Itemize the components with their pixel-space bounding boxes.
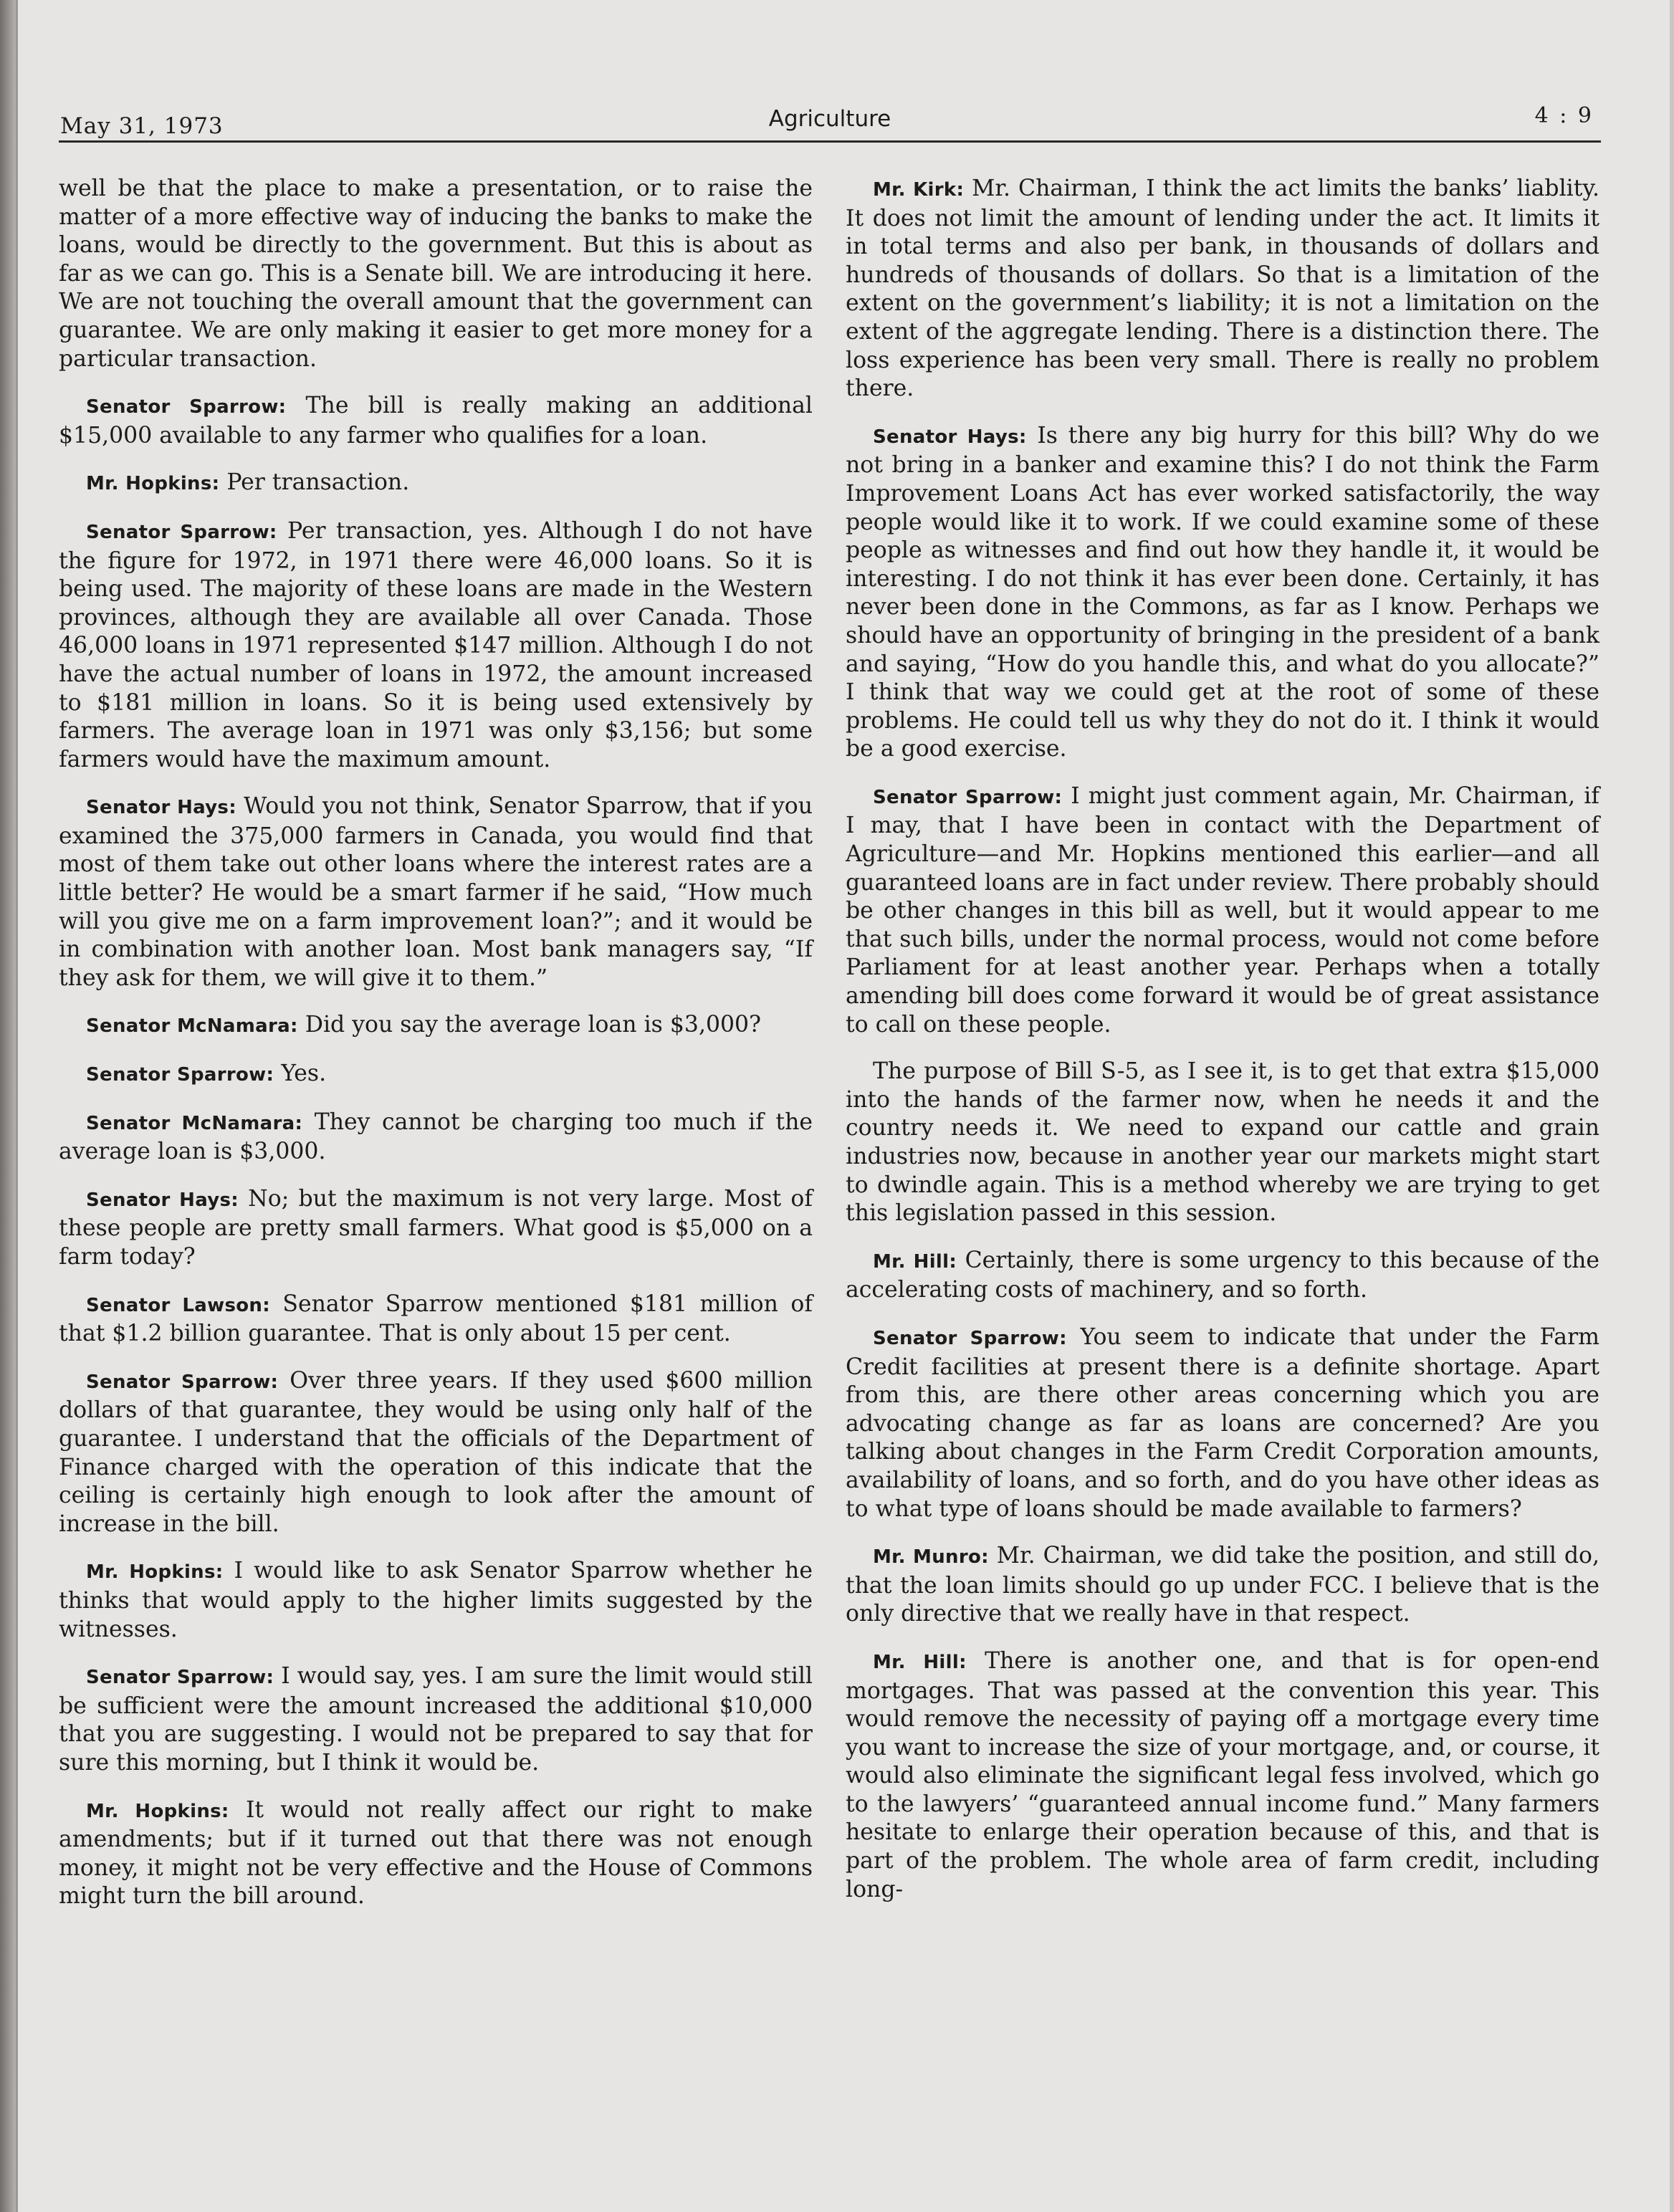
speaker-name: Mr. Hopkins: <box>86 473 220 495</box>
speaker-name: Senator Sparrow: <box>86 1667 274 1689</box>
speaker-name: Senator Hays: <box>86 797 236 819</box>
speech-text: The bill is really making an additional $15,000 available to any farmer who qualifies for a loan. <box>59 393 813 449</box>
speech-text: They cannot be charging too much if the average loan is $3,000. <box>59 1109 813 1165</box>
transcript-paragraph <box>846 175 1599 403</box>
speech-text: There is another one, and that is for open-end mortgages. That was passed at the convention this year. This would remove the necessity of paying off a mortgage every time you want to increase the size of your mortgage, and, or course, it would also eliminate the significant legal fess involved, which go to the lawyers’ “guaranteed annual income fund.” Many farmers hesitate to enlarge their operation because of this, and that is part of the problem. The whole area of farm credit, including long- <box>846 1647 1600 1902</box>
transcript-paragraph <box>846 422 1599 764</box>
speech-text: Per transaction. <box>226 469 410 496</box>
transcript-paragraph <box>846 782 1599 1039</box>
speech-text: The purpose of Bill S-5, as I see it, is to get that extra $15,000 into the hands of the farmer now, when he needs it and the country needs it. We need to expand our cattle and grain industries now, because in another year our markets might start to dwindle again. This is a method whereby we are trying to get this legislation passed in this session. <box>846 1058 1599 1227</box>
transcript-paragraph <box>59 1185 813 1272</box>
speech-text: Would you not think, Senator Sparrow, that if you examined the 375,000 farmers in Canada, you would find that most of them take out other loans where the interest rates are a little better? He would be a smart farmer if he said, “How much will you give me on a farm improvement loan?”; and it would be in combination with another loan. Most bank managers say, “If they ask for them, we will give it to them.” <box>59 793 813 991</box>
speech-text: Yes. <box>281 1060 327 1087</box>
transcript-paragraph <box>846 1542 1599 1629</box>
transcript-paragraph <box>59 1662 813 1777</box>
speaker-name: Mr. Hill: <box>873 1651 967 1673</box>
speech-text: Mr. Chairman, I think the act limits the banks’ liablity. It does not limit the amount of lending under the act. It limits it in total terms and also per bank, in thousands of dollars and hundreds of thousands of dollars. So that is a limitation of the extent on the government’s liability; it is not a limitation on the extent of the aggregate lending. There is a distinction there. The loss experience has been very small. There is really no problem there. <box>846 176 1600 402</box>
speaker-name: Mr. Munro: <box>873 1546 989 1569</box>
speaker-name: Senator Hays: <box>873 426 1027 448</box>
transcript-paragraph <box>59 1291 813 1349</box>
speech-text: You seem to indicate that under the Farm Credit facilities at present there is a definite shortage. Apart from this, are there other areas concerning which you are advocating change as far as loans are concerned? Are you talking about changes in the Farm Credit Corporation amounts, availability of loans, and so forth, and do you have other ideas as to what type of loans should be made available to farmers? <box>846 1323 1600 1522</box>
transcript-paragraph <box>59 1060 813 1090</box>
transcript-paragraph <box>59 1367 813 1539</box>
speaker-name: Senator McNamara: <box>86 1112 303 1134</box>
speaker-name: Senator McNamara: <box>86 1015 298 1038</box>
speaker-name: Senator Sparrow: <box>873 786 1063 808</box>
speech-text: Per transaction, yes. Although I do not have the figure for 1972, in 1971 there were 46,000 loans. So it is being used. The majority of these loans are made in the Western provinces, although they are available all over Canada. Those 46,000 loans in 1971 represented $147 million. Although I do not have the actual number of loans in 1972, the amount increased to $181 million in loans. So it is being used extensively by farmers. The average loan in 1971 was only $3,156; but some farmers would have the maximum amount. <box>59 517 813 772</box>
speech-text: well be that the place to make a presentation, or to raise the matter of a more effective way of inducing the banks to make the loans, would be directly to the government. But this is about as far as we can go. This is a Senate bill. We are introducing it here. We are not touching the overall amount that the government can guarantee. We are only making it easier to get more money for a particular transaction. <box>59 176 813 372</box>
speech-text: Over three years. If they used $600 million dollars of that guarantee, they would be using only half of the guarantee. I understand that the officials of the Department of Finance charged with the operation of this indicate that the ceiling is certainly high enough to look after the amount of increase in the bill. <box>59 1367 813 1537</box>
speaker-name: Senator Sparrow: <box>86 1371 279 1393</box>
transcript-paragraph <box>59 469 813 499</box>
speaker-name: Senator Sparrow: <box>86 1064 274 1086</box>
speaker-name: Mr. Hopkins: <box>86 1561 224 1584</box>
header-title: Agriculture <box>768 106 891 132</box>
transcript-paragraph <box>59 1109 813 1167</box>
speech-text: I might just comment again, Mr. Chairman, if I may, that I have been in contact with the Department of Agriculture—and Mr. Hopkins mentioned this earlier—and all guaranteed loans are in fact under review. There probably should be other changes in this bill as well, but it would appear to me that such bills, under the normal process, would not come before Parliament for at least another year. Perhaps when a totally amending bill does come forward it would be of great assistance to call on these people. <box>846 782 1599 1038</box>
speech-text: Senator Sparrow mentioned $181 million of that $1.2 billion guarantee. That is only about 15 per cent. <box>59 1291 813 1347</box>
transcript-paragraph <box>846 1058 1599 1228</box>
transcript-paragraph <box>846 1323 1599 1523</box>
book-spine-shadow <box>0 0 16 2212</box>
speaker-name: Senator Lawson: <box>86 1294 270 1316</box>
transcript-paragraph <box>846 1647 1599 1904</box>
transcript-paragraph <box>846 1247 1599 1305</box>
left-column <box>59 175 813 1930</box>
speaker-name: Senator Sparrow: <box>86 521 277 543</box>
speaker-name: Mr. Hill: <box>873 1250 957 1273</box>
speech-text: Is there any big hurry for this bill? Why do we not bring in a banker and examine this? I do not think the Farm Improvement Loans Act has ever worked satisfactorily, the way people would like it to work. If we could examine some of these people as witnesses and find out how they handle it, it would be interesting. I do not think it has ever been done. Certainly, it has never been done in the Commons, as far as I know. Perhaps we should have an opportunity of bringing in the president of a bank and saying, “How do you handle this, and what do you allocate?” I think that way we could get at the root of some of these problems. He could tell us why they do not do it. I think it would be a good exercise. <box>846 422 1599 762</box>
speaker-name: Mr. Hopkins: <box>86 1800 229 1822</box>
speech-text: Did you say the average loan is $3,000? <box>305 1012 761 1038</box>
speaker-name: Senator Sparrow: <box>873 1327 1067 1349</box>
transcript-paragraph <box>59 175 813 373</box>
speech-text: No; but the maximum is not very large. Most of these people are pretty small farmers. What good is $5,000 on a farm today? <box>59 1185 813 1270</box>
speaker-name: Senator Sparrow: <box>86 396 287 418</box>
header-date: May 31, 1973 <box>60 113 224 139</box>
page-edge <box>1670 0 1674 2212</box>
right-column <box>846 175 1599 1923</box>
speech-text: Certainly, there is some urgency to this because of the accelerating costs of machinery, and so forth. <box>846 1247 1599 1303</box>
transcript-paragraph <box>59 793 813 992</box>
transcript-paragraph <box>59 1796 813 1911</box>
page-header <box>59 100 1601 143</box>
transcript-paragraph <box>59 392 813 450</box>
speech-text: I would say, yes. I am sure the limit would still be sufficient were the amount increased the additional $10,000 that you are suggesting. I would not be prepared to say that for sure this morning, but I think it would be. <box>59 1663 813 1776</box>
speech-text: It would not really affect our right to make amendments; but if it turned out that there was not enough money, it might not be very effective and the House of Commons might turn the bill around. <box>59 1796 813 1910</box>
speaker-name: Mr. Kirk: <box>873 179 965 201</box>
speaker-name: Senator Hays: <box>86 1189 239 1211</box>
transcript-paragraph <box>59 517 813 774</box>
transcript-paragraph <box>59 1011 813 1041</box>
speech-text: Mr. Chairman, we did take the position, and still do, that the loan limits should go up under FCC. I believe that is the only directive that we really have in that respect. <box>846 1543 1599 1627</box>
header-page-number: 4 : 9 <box>1534 103 1594 128</box>
speech-text: I would like to ask Senator Sparrow whether he thinks that would apply to the higher limits suggested by the witnesses. <box>59 1558 813 1642</box>
transcript-paragraph <box>59 1557 813 1644</box>
